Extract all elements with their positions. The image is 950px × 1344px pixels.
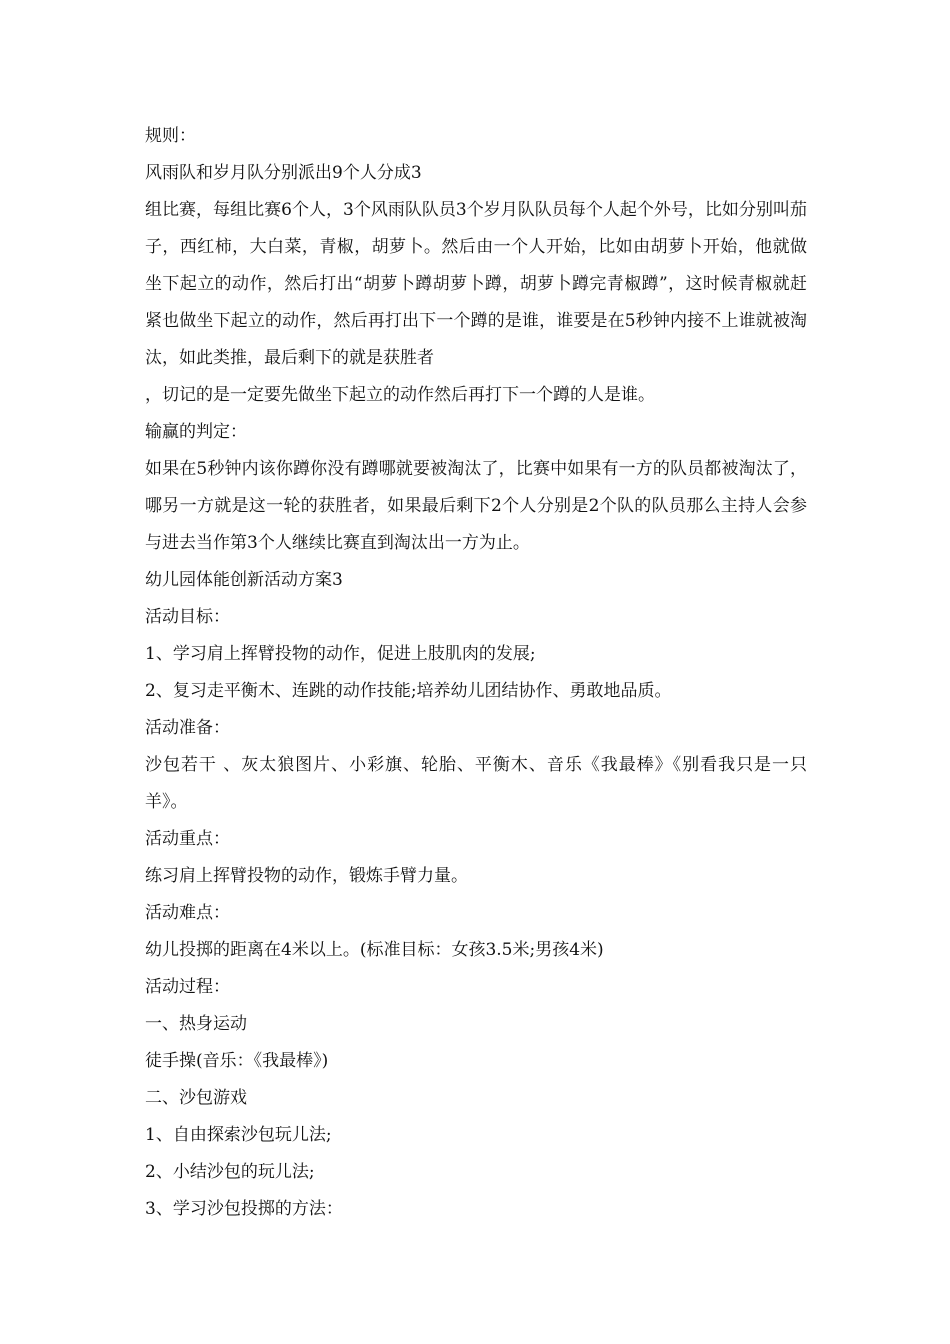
paragraph: 徒手操(音乐：《我最棒》) (145, 1051, 329, 1071)
paragraph: 3、学习沙包投掷的方法： (145, 1199, 343, 1219)
paragraph: 活动过程： (145, 977, 230, 997)
paragraph: 活动目标： (145, 607, 230, 627)
paragraph: 幼儿投掷的距离在4米以上。(标准目标：女孩3.5米;男孩4米) (145, 940, 604, 960)
paragraph: 1、自由探索沙包玩儿法; (145, 1125, 332, 1145)
paragraph: 2、复习走平衡木、连跳的动作技能;培养幼儿团结协作、勇敢地品质。 (145, 681, 672, 701)
paragraph: 活动重点： (145, 829, 230, 849)
paragraph: 练习肩上挥臂投物的动作，锻炼手臂力量。 (145, 866, 468, 886)
paragraph: 如果在5秒钟内该你蹲你没有蹲哪就要被淘汰了，比赛中如果有一方的队员都被淘汰了，哪另一方就是这一轮的获胜者，如果最后剩下2个人分别是2个队的队员那么主持人会参与进去当作第3个人继续比赛直到淘汰出一方为止。 (145, 459, 807, 553)
paragraph: 组比赛，每组比赛6个人，3个风雨队队员3个岁月队队员每个人起个外号，比如分别叫茄子，西红柿，大白菜，青椒，胡萝卜。然后由一个人开始，比如由胡萝卜开始，他就做坐下起立的动作，然后打出“胡萝卜蹲胡萝卜蹲，胡萝卜蹲完青椒蹲”，这时候青椒就赶紧也做坐下起立的动作，然后再打出下一个蹲的是谁，谁要是在5秒钟内接不上谁就被淘汰，如此类推，最后剩下的就是获胜者 (145, 200, 807, 368)
section-title: 幼儿园体能创新活动方案3 (145, 570, 343, 590)
paragraph: 风雨队和岁月队分别派出9个人分成3 (145, 163, 422, 183)
paragraph: 一、热身运动 (145, 1014, 247, 1034)
paragraph: 活动准备： (145, 718, 230, 738)
paragraph: ，切记的是一定要先做坐下起立的动作然后再打下一个蹲的人是谁。 (145, 385, 655, 405)
paragraph: 输赢的判定： (145, 422, 247, 442)
paragraph: 活动难点： (145, 903, 230, 923)
document-body (145, 118, 807, 1228)
paragraph: 沙包若干 、灰太狼图片、小彩旗、轮胎、平衡木、音乐《我最棒》《别看我只是一只羊》。 (145, 755, 807, 812)
paragraph: 1、学习肩上挥臂投物的动作，促进上肢肌肉的发展; (145, 644, 536, 664)
paragraph: 2、小结沙包的玩儿法; (145, 1162, 315, 1182)
paragraph: 二、沙包游戏 (145, 1088, 247, 1108)
paragraph: 规则： (145, 126, 196, 146)
